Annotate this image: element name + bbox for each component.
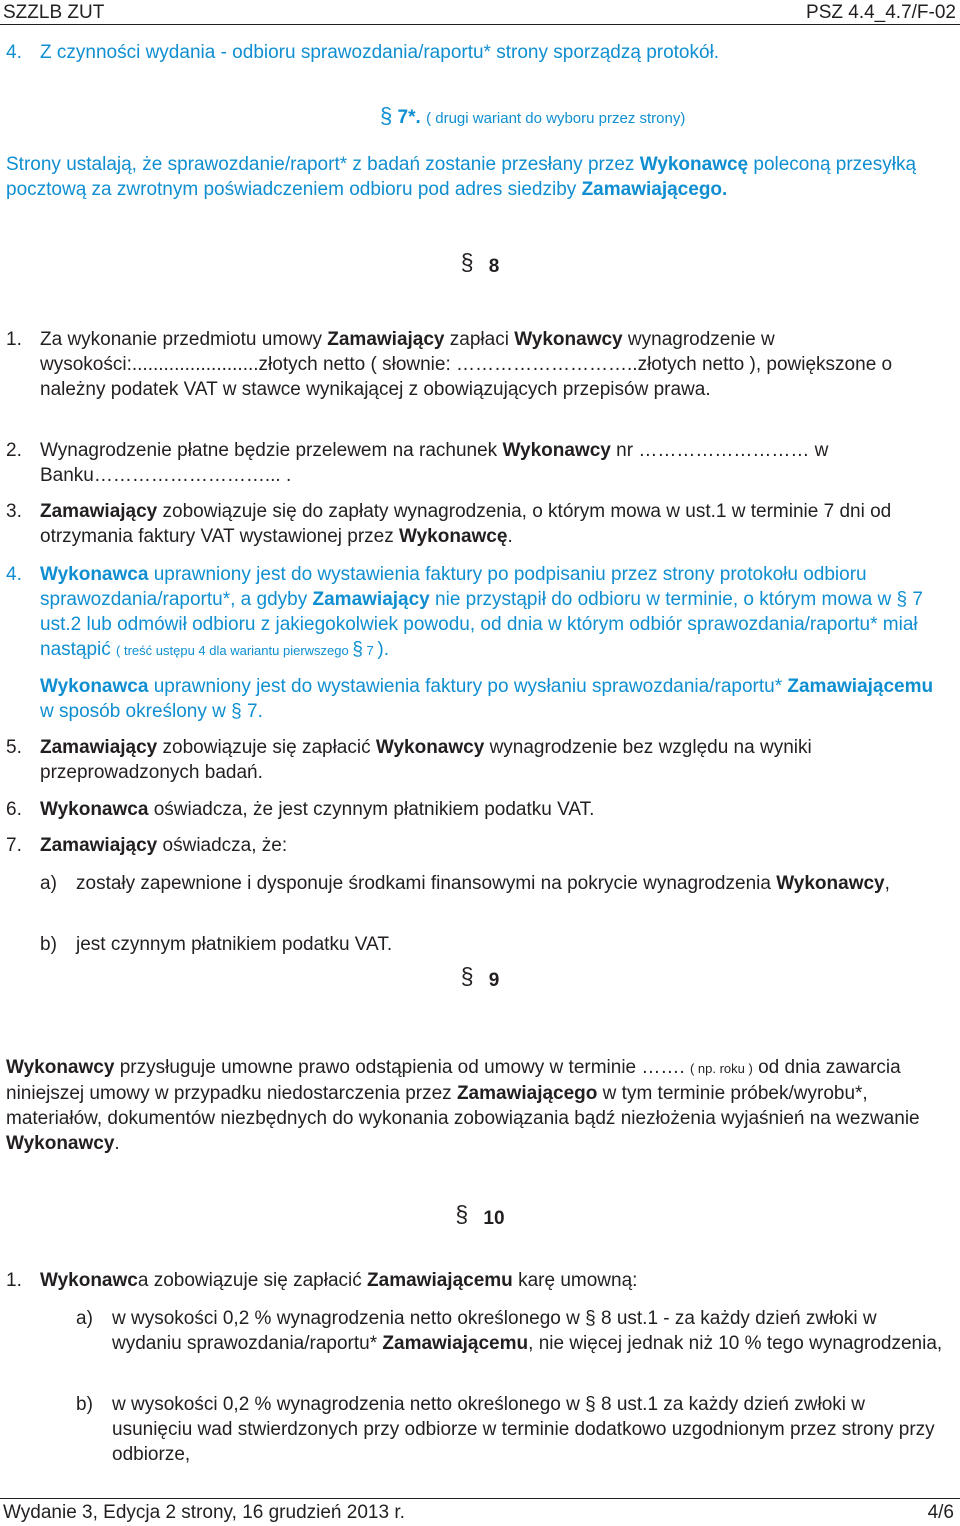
text: 7 ust.2 lub odmówił odbioru z jakiegokolwiek powodu, od dnia w którym odbiór sprawozdania/raportu* miał nastąpić — [40, 589, 923, 660]
s7b-title — [380, 103, 685, 131]
text: poleconą przesyłką pocztową za zwrotnym poświadczeniem odbioru pod adres siedziby — [6, 154, 917, 200]
text: Strony ustalają, że sprawozdanie/raport* z badań zostanie przesłany przez — [6, 154, 640, 175]
bold-text: Zamawiający — [327, 329, 445, 350]
text: zostały zapewnione i dysponuje środkami finansowymi na pokrycie wynagrodzenia — [76, 873, 777, 894]
section-mark: § — [460, 963, 474, 989]
section-mark: § — [455, 1201, 469, 1227]
s10-itemb-label: b) — [76, 1394, 93, 1415]
s7b-note: ( drugi wariant do wyboru przez strony) — [426, 110, 686, 127]
s7b-paragraph — [6, 152, 942, 202]
text: w tym terminie próbek/wyrobu*, materiałów, dokumentów niezbędnych do wykonania zobowiązania bądź niezłożenia wyjaśnień na wezwanie — [6, 1083, 920, 1129]
s8-title — [0, 249, 960, 279]
s8-item4-number: 4. — [6, 564, 22, 585]
bold-text: Wykonawcę — [399, 526, 508, 547]
s8-item5-text — [40, 735, 942, 785]
section-mark: § — [352, 639, 363, 660]
s8-item6-text — [40, 797, 942, 822]
text: 7. — [241, 701, 263, 722]
s7-item4-number: 4. — [6, 42, 22, 63]
text: nie przystąpił do odbioru w terminie, o którym mowa w — [429, 589, 897, 610]
text: w sposób określony w — [40, 701, 232, 722]
page-header — [0, 0, 960, 25]
section-mark: § — [460, 249, 474, 275]
text: ). — [377, 639, 389, 660]
text: , — [884, 873, 890, 894]
s10-itema-text — [112, 1306, 946, 1356]
section-mark: § — [380, 103, 393, 128]
bold-text: Zamawiającego — [456, 1083, 598, 1104]
bold-text: Zamawiający — [40, 737, 158, 758]
s9-paragraph — [6, 1055, 942, 1156]
text: Za wykonanie przedmiotu umowy — [40, 329, 328, 350]
s8-item2-number: 2. — [6, 440, 22, 461]
text: zapłaci — [444, 329, 515, 350]
bold-text: Wykonawcy — [502, 440, 611, 461]
bold-text: Wykonawca — [40, 799, 149, 820]
s8-item7b-text: jest czynnym płatnikiem podatku VAT. — [76, 934, 393, 955]
s8-item7-text — [40, 833, 942, 858]
text: przysługuje umowne prawo odstąpienia od umowy w terminie ……. — [114, 1057, 690, 1078]
s7b-number: 7*. — [397, 107, 421, 128]
bold-text: Zamawiającego. — [581, 179, 728, 200]
text: uprawniony jest do wystawienia faktury po podpisaniu przez strony protokołu odbioru sprawozdania/raportu*, a gdyby — [40, 564, 867, 610]
section-mark: § — [231, 701, 242, 722]
bold-text: Wykonawcy — [375, 737, 485, 758]
text: a zobowiązuje się zapłacić — [137, 1270, 368, 1291]
bold-text: Zamawiającemu — [382, 1333, 529, 1354]
s8-item4b-text — [40, 674, 942, 724]
bold-text: Zamawiający — [40, 835, 158, 856]
s10-itemb-text: w wysokości 0,2 % wynagrodzenia netto określonego w § 8 ust.1 za każdy dzień zwłoki w usunięciu wad stwierdzonych przy odbiorze w terminie dodatkowo uzgodnionym przez strony przy odbiorze, — [112, 1394, 935, 1465]
bold-text: Wykonawca — [40, 676, 149, 697]
bold-text: Wykonawca — [40, 564, 149, 585]
bold-text: Wykonawcy — [6, 1057, 115, 1078]
small-note: 7 — [362, 643, 378, 658]
small-note: ( treść ustępu 4 dla wariantu pierwszego — [116, 643, 353, 658]
text: wynagrodzenie bez względu na wyniki przeprowadzonych badań. — [40, 737, 812, 783]
page-number: 4/6 — [927, 1502, 954, 1523]
bold-text: Zamawiającemu — [787, 676, 934, 697]
text: oświadcza, że jest czynnym płatnikiem podatku VAT. — [148, 799, 595, 820]
bold-text: Wykonawc — [40, 1270, 138, 1291]
s8-item5-number: 5. — [6, 737, 22, 758]
text: . — [114, 1133, 120, 1154]
bold-text: Zamawiający — [312, 589, 430, 610]
text: , nie więcej jednak niż 10 % tego wynagrodzenia, — [528, 1333, 943, 1354]
bold-text: Wykonawcy — [6, 1133, 115, 1154]
bold-text: Wykonawcy — [776, 873, 885, 894]
s10-item1-number: 1. — [6, 1270, 22, 1291]
s7-item4-text: Z czynności wydania - odbioru sprawozdania/raportu* strony sporządzą protokół. — [40, 42, 720, 63]
text: oświadcza, że: — [157, 835, 288, 856]
s8-item6-number: 6. — [6, 799, 22, 820]
s9-title — [0, 963, 960, 993]
s8-item1-text — [40, 327, 942, 402]
text: nr ……………………… w Banku………………………... . — [40, 440, 829, 486]
s8-item3-number: 3. — [6, 501, 22, 522]
s8-item4-text — [40, 562, 942, 663]
s8-item1-number: 1. — [6, 329, 22, 350]
s8-item7-number: 7. — [6, 835, 22, 856]
text: zobowiązuje się do zapłaty wynagrodzenia, o którym mowa w ust.1 w terminie 7 dni od otrzymania faktury VAT wystawionej przez — [40, 501, 892, 547]
header-right: PSZ 4.4_4.7/F-02 — [806, 2, 956, 23]
section-mark: § — [896, 589, 908, 610]
s10-item1-text — [40, 1268, 942, 1293]
text: . — [507, 526, 513, 547]
section-number: 9 — [488, 970, 500, 991]
bold-text: Wykonawcę — [639, 154, 749, 175]
bold-text: Zamawiającemu — [367, 1270, 513, 1291]
section-number: 8 — [488, 256, 500, 277]
bold-text: Wykonawcy — [514, 329, 623, 350]
text: wynagrodzenie w wysokości:........................złotych netto ( słownie: ………………………..złotych netto ), powiększone o należny podatek VAT w stawce wynikającej z obowiązujących przepisów prawa. — [40, 329, 893, 400]
s8-item7a-text — [76, 871, 942, 896]
s8-item7b-label: b) — [40, 934, 57, 955]
s10-itema-label: a) — [76, 1308, 93, 1329]
footer-edition: Wydanie 3, Edycja 2 strony, 16 grudzień 2013 r. — [3, 1502, 405, 1523]
s8-item2-text — [40, 438, 942, 488]
text: zobowiązuje się zapłacić — [157, 737, 376, 758]
section-number: 10 — [483, 1208, 505, 1229]
bold-text: Zamawiający — [40, 501, 158, 522]
s8-item7a-label: a) — [40, 873, 57, 894]
page-footer — [0, 1498, 960, 1526]
small-note: ( np. roku ) — [689, 1061, 753, 1076]
text: od dnia zawarcia niniejszej umowy w przypadku niedostarczenia przez — [6, 1057, 901, 1104]
s8-item3-text — [40, 499, 942, 549]
text: uprawniony jest do wystawienia faktury po wysłaniu sprawozdania/raportu* — [148, 676, 788, 697]
text: Wynagrodzenie płatne będzie przelewem na rachunek — [40, 440, 503, 461]
header-left: SZZLB ZUT — [3, 2, 105, 23]
text: w wysokości 0,2 % wynagrodzenia netto określonego w § 8 ust.1 - za każdy dzień zwłoki w wydaniu sprawozdania/raportu* — [112, 1308, 877, 1354]
text: karę umowną: — [512, 1270, 638, 1291]
s10-title — [0, 1201, 960, 1231]
